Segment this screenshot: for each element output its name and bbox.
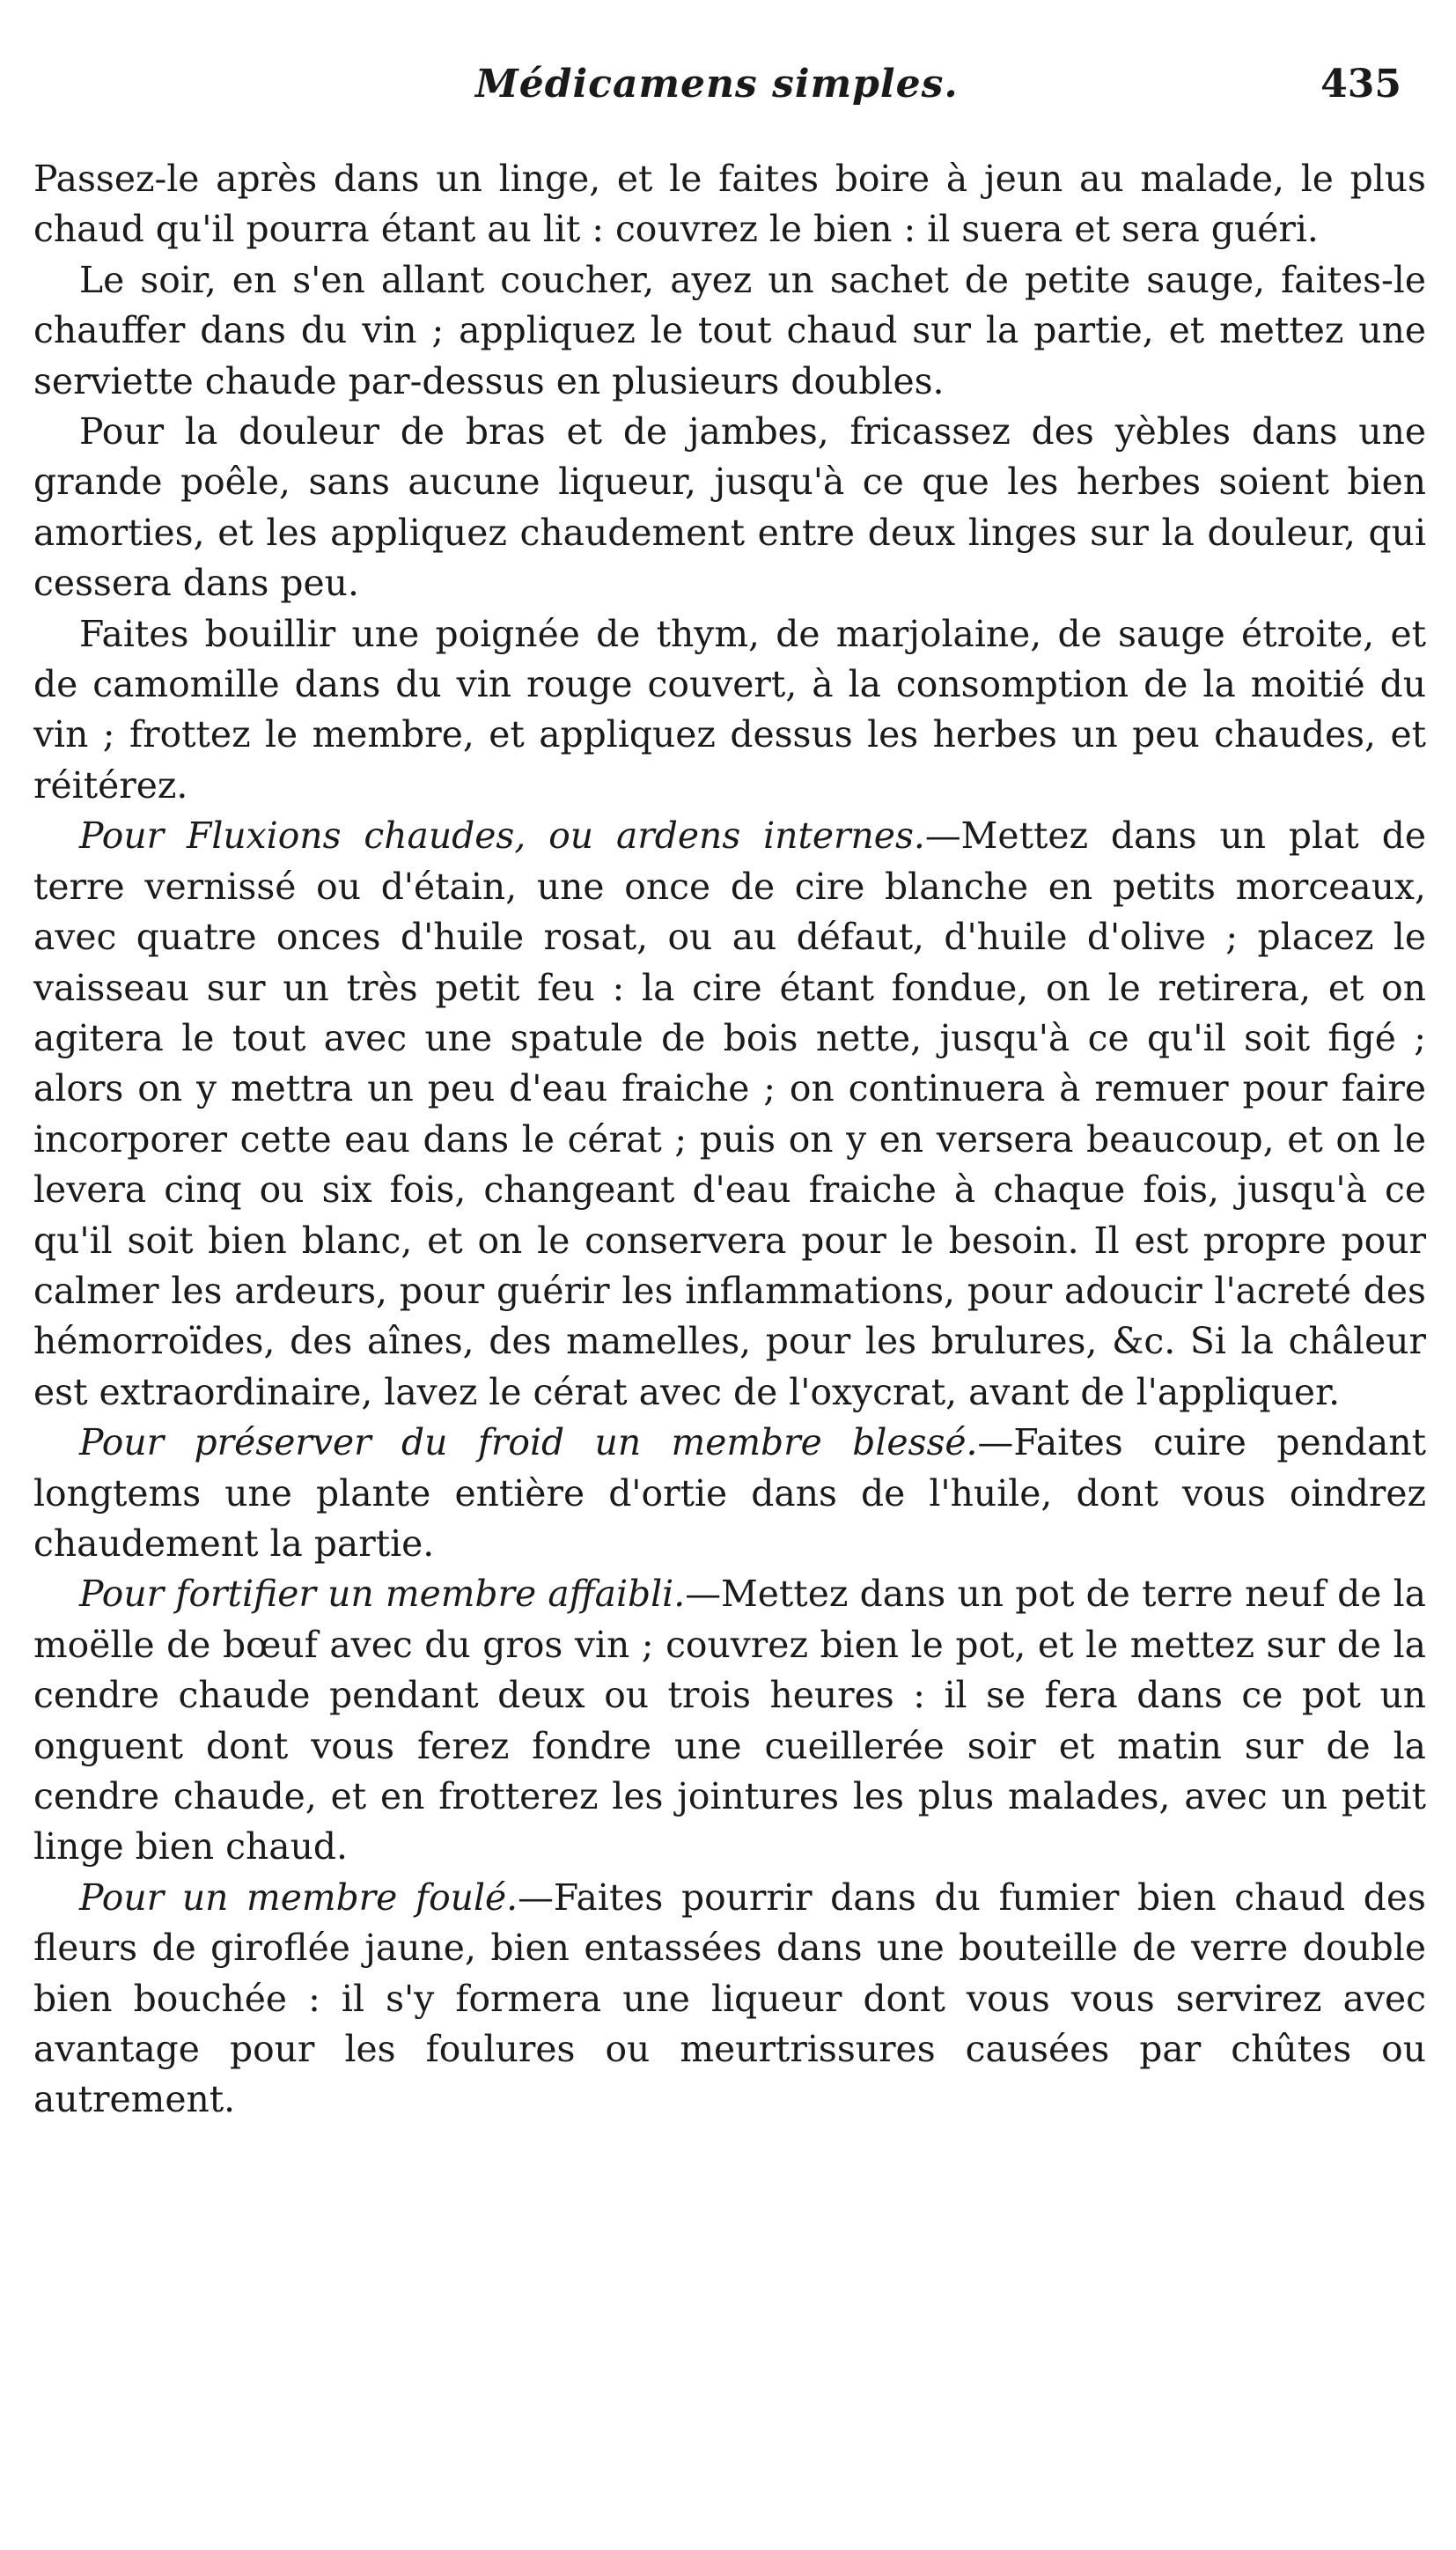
paragraph-heading: Pour préserver du froid un membre blessé.	[79, 1421, 978, 1464]
paragraph-text: —Mettez dans un plat de terre vernissé ou d'étain, une once de cire blanche en petits morceaux, avec quatre onces d'huile rosat, ou au défaut, d'huile d'olive ; placez le vaisseau sur un très petit feu : la cire étant fondue, on le retirera, et on agitera le tout avec une spatule de bois nette, jusqu'à ce qu'il soit figé ; alors on y mettra un peu d'eau fraiche ; on continuera à remuer pour faire incorporer cette eau dans le cérat ; puis on y en versera beaucoup, et on le levera cinq ou six fois, changeant d'eau fraiche à chaque fois, jusqu'à ce qu'il soit bien blanc, et on le conservera pour le besoin. Il est propre pour calmer les ardeurs, pour guérir les inflammations, pour adoucir l'acreté des hémorroïdes, des aînes, des mamelles, pour les brulures, &c. Si la châleur est extraordinaire, lavez le cérat avec de l'oxycrat, avant de l'appliquer.	[33, 814, 1426, 1413]
paragraph	[33, 1418, 1426, 1569]
paragraph-heading: Pour un membre foulé.	[79, 1876, 518, 1919]
page-header	[0, 62, 1456, 123]
paragraph	[33, 407, 1426, 609]
paragraph-heading: Pour Fluxions chaudes, ou ardens internes.	[79, 814, 925, 858]
paragraph	[33, 1873, 1426, 2126]
paragraph	[33, 1569, 1426, 1872]
paragraph-text: Pour la douleur de bras et de jambes, fricassez des yèbles dans une grande poêle, sans aucune liqueur, jusqu'à ce que les herbes soient bien amorties, et les appliquez chaudement entre deux linges sur la douleur, qui cessera dans peu.	[33, 410, 1426, 605]
paragraph-text: —Mettez dans un pot de terre neuf de la moëlle de bœuf avec du gros vin ; couvrez bien le pot, et le mettez sur de la cendre chaude pendant deux ou trois heures : il se fera dans ce pot un onguent dont vous ferez fondre une cueillerée soir et matin sur de la cendre chaude, et en frotterez les jointures les plus malades, avec un petit linge bien chaud.	[33, 1573, 1426, 1868]
paragraph-text: Faites bouillir une poignée de thym, de marjolaine, de sauge étroite, et de camomille dans du vin rouge couvert, à la consomption de la moitié du vin ; frottez le membre, et appliquez dessus les herbes un peu chaudes, et réitérez.	[33, 612, 1426, 807]
paragraph-text: Le soir, en s'en allant coucher, ayez un sachet de petite sauge, faites-le chauffer dans du vin ; appliquez le tout chaud sur la partie, et mettez une serviette chaude par-dessus en plusieurs doubles.	[33, 258, 1426, 402]
paragraph-text: —Faites cuire pendant longtems une plante entière d'ortie dans de l'huile, dont vous oindrez chaudement la partie.	[33, 1421, 1426, 1565]
paragraph	[33, 154, 1426, 255]
paragraph-text: —Faites pourrir dans du fumier bien chaud des fleurs de giroflée jaune, bien entassées dans une bouteille de verre double bien bouchée : il s'y formera une liqueur dont vous vous servirez avec avantage pour les foulures ou meurtrissures causées par chûtes ou autrement.	[33, 1876, 1426, 2121]
paragraph-text: Passez-le après dans un linge, et le faites boire à jeun au malade, le plus chaud qu'il pourra étant au lit : couvrez le bien : il suera et sera guéri.	[33, 158, 1426, 251]
page-number: 435	[1320, 62, 1401, 107]
running-title: Médicamens simples.	[475, 62, 959, 107]
body-text	[33, 154, 1426, 2126]
paragraph-heading: Pour fortifier un membre affaibli.	[79, 1573, 686, 1616]
paragraph	[33, 811, 1426, 1418]
paragraph	[33, 609, 1426, 812]
paragraph	[33, 255, 1426, 407]
